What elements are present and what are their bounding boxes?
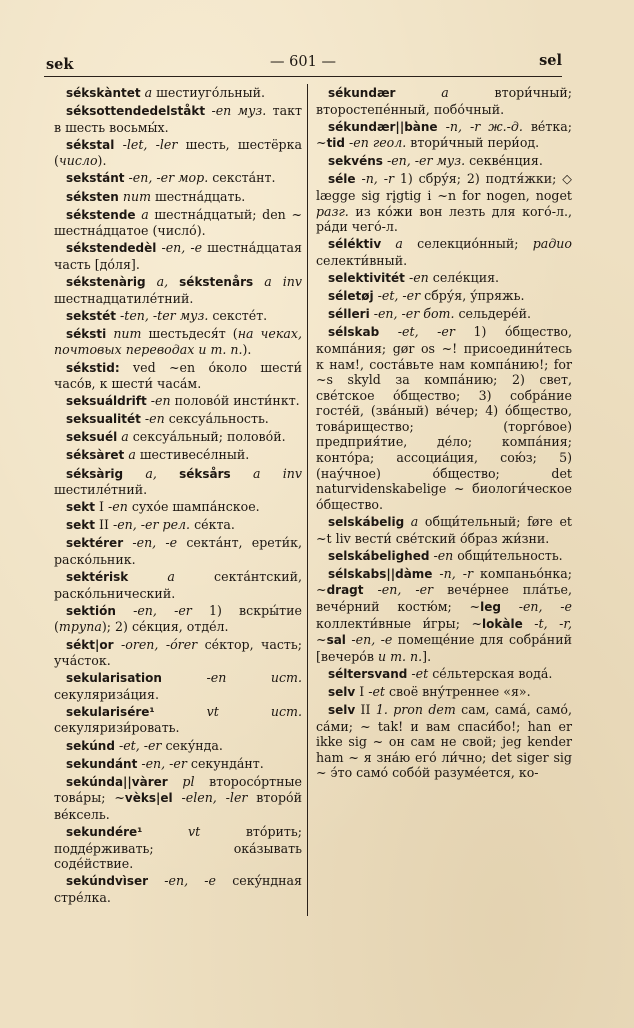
definition-text xyxy=(142,824,188,839)
definition-text: вто́рить; подде́рживать; ока́зывать соде́йствие. xyxy=(54,824,302,872)
definition-text xyxy=(404,514,411,529)
definition-text xyxy=(114,637,121,652)
left-guide-word: sek xyxy=(46,56,74,73)
definition-text xyxy=(381,236,395,251)
grammar-note: -en xyxy=(433,547,454,563)
definition-text: секу́нда. xyxy=(161,737,223,753)
headword: sekstánt xyxy=(66,171,125,186)
headword: séksottendedelståkt xyxy=(66,104,206,119)
definition-text: ); 2) се́кция, отде́л. xyxy=(101,619,229,635)
headword: séksàret xyxy=(66,448,125,463)
dictionary-entry xyxy=(54,738,302,755)
definition-text: 1) сбру́я; 2) подтя́жки; ◇ lægge sig ri̥gtig i ~n for nogen, noget xyxy=(316,171,572,204)
definition-text: селекцио́нный; xyxy=(402,236,533,252)
grammar-note: -elen, -ler xyxy=(181,790,248,806)
grammar-note: число xyxy=(58,153,98,169)
definition-text xyxy=(157,466,179,481)
grammar-note: 1. pron dem xyxy=(375,701,456,717)
headword: sektérer xyxy=(66,536,124,551)
definition-text: общи́тельный; føre et ~t liv вести́ све́тский о́браз жи́зни. xyxy=(316,513,572,546)
definition-text: сексуа́льность. xyxy=(164,411,269,427)
dictionary-entry xyxy=(54,274,302,306)
dictionary-entry xyxy=(316,236,572,268)
headword: séletøj xyxy=(328,289,374,304)
definition-text: коллекти́вные и́гры; ~ xyxy=(316,615,483,631)
grammar-note: -n, -r xyxy=(439,565,474,581)
grammar-note: -en xyxy=(107,499,128,515)
dictionary-entry xyxy=(316,270,572,287)
dictionary-entry xyxy=(54,103,302,135)
dictionary-entry xyxy=(54,326,302,358)
definition-text: 1) вскры́тие ( xyxy=(54,602,302,635)
grammar-note: -oren, -órer xyxy=(120,636,198,652)
definition-text: II xyxy=(355,701,376,717)
definition-text: селе́кция. xyxy=(428,270,500,286)
definition-text: помеще́ние для собра́ний [вечеро́в xyxy=(316,632,572,664)
dictionary-entry xyxy=(316,666,572,683)
definition-text xyxy=(123,466,145,481)
dictionary-entry xyxy=(316,119,572,152)
grammar-note: -en, -e xyxy=(164,873,217,889)
definition-text: секу́ндная стре́лка. xyxy=(54,873,302,905)
right-guide-word: sel xyxy=(539,52,562,69)
definition-text: селекти́вный. xyxy=(316,252,408,268)
definition-text: полово́й инсти́нкт. xyxy=(170,393,300,409)
definition-text: шестна́дцатый; den ~ шестна́дцатое (число́). xyxy=(54,206,302,239)
definition-text: второсо́ртные това́ры; ~ xyxy=(54,773,302,806)
grammar-note: a xyxy=(395,236,403,252)
definition-text xyxy=(114,137,122,152)
headword: sekt xyxy=(66,500,95,515)
definition-text xyxy=(123,535,132,550)
definition-text: сам, сама́, само́, са́ми; ~ tak! и вам спаси́бо!; han er ikke sig ~ он сам не свой; jeg kender ham ~ я зна́ю его́ ли́чно; det siger sig ~ э́то само́ собо́й разуме́ется, ко- xyxy=(316,701,572,781)
grammar-note: -en муз. xyxy=(211,103,267,119)
definition-text xyxy=(501,599,519,614)
dictionary-entry xyxy=(316,702,572,781)
grammar-note: -en, -e xyxy=(132,535,178,551)
definition-text: се́льтерская вода́. xyxy=(428,665,553,681)
dictionary-entry xyxy=(54,774,302,823)
grammar-note: -n, -r ж.-д. xyxy=(445,118,523,134)
headword: séltersvand xyxy=(328,666,408,681)
column-divider xyxy=(307,84,308,916)
headword: sékstenàrig xyxy=(66,275,146,290)
dictionary-entry xyxy=(316,153,572,170)
dictionary-entry xyxy=(54,466,302,498)
dictionary-entry xyxy=(54,189,302,206)
definition-text xyxy=(162,670,207,685)
grammar-note: -et, -er xyxy=(118,737,162,753)
definition-text: 1) о́бщество, компа́ния; gør os ~! присоедини́тесь к нам!, соста́вьте нам компа́нию!; for ~s skyld за компа́нию; 2) свет, све́тское о́бщество; 3) собра́ние госте́й, (зва́ный) ве́чер; 4) о́бщество, това́рищество; (торго́вое) предприя́тие, де́ло; компа́ния; конто́ра; ассоциа́ция, сою́з; 5) (нау́чное) о́бщество; det naturvidenskabelige ~ биологи́ческое о́бщество. xyxy=(316,324,572,512)
definition-text: шестиле́тний. xyxy=(54,482,148,498)
headword: sékstal xyxy=(66,137,115,152)
definition-text: ~ xyxy=(316,632,327,648)
headword: sekundére¹ xyxy=(66,825,143,840)
dictionary-entry xyxy=(316,85,572,117)
definition-text: секста́нт. xyxy=(208,170,276,186)
headword: seksuáldrift xyxy=(66,394,147,409)
grammar-note: -en геол. xyxy=(349,135,407,151)
dictionary-entry xyxy=(54,207,302,239)
definition-text xyxy=(173,790,182,805)
dictionary-entry xyxy=(54,360,302,392)
headword: sékstenårs xyxy=(179,275,254,290)
grammar-note: -en, -er мор. xyxy=(128,170,209,186)
headword: seksualitét xyxy=(66,412,141,427)
headword: selv xyxy=(328,702,356,717)
headword: sékt|or xyxy=(66,637,114,652)
definition-text: шестна́дцатая часть [до́ля]. xyxy=(54,240,302,272)
dictionary-entry xyxy=(54,517,302,534)
grammar-note: -en xyxy=(144,411,165,427)
definition-text: ). xyxy=(242,342,252,358)
grammar-note: vt ист. xyxy=(206,703,302,719)
definition-text: шестивесе́лный. xyxy=(135,447,250,463)
dictionary-entry xyxy=(316,171,572,234)
grammar-note: радио xyxy=(532,236,572,252)
definition-text: общи́тельность. xyxy=(453,547,563,563)
definition-text: секта́нт, ерети́к, раско́льник. xyxy=(54,535,302,568)
definition-text: ved ~en о́коло шести́ часо́в, к шести́ часа́м. xyxy=(54,359,302,392)
grammar-note: -et, -er xyxy=(377,288,421,304)
dictionary-entry xyxy=(54,569,302,601)
grammar-note: -let, -ler xyxy=(122,136,178,152)
grammar-note: a inv xyxy=(252,465,302,481)
grammar-note: a xyxy=(121,429,129,445)
headword: séléktiv xyxy=(328,237,382,252)
definition-text xyxy=(364,582,378,597)
definition-text xyxy=(148,873,164,888)
headword: selskábelighed xyxy=(328,548,430,563)
dictionary-entry xyxy=(54,637,302,669)
headword: sekvéns xyxy=(328,154,383,169)
grammar-note: на чеках, почтовых переводах и т. п. xyxy=(54,325,302,358)
grammar-note: -et xyxy=(411,665,429,681)
dictionary-entry xyxy=(54,447,302,464)
grammar-note: -ten, -ter муз. xyxy=(120,307,209,323)
headword: vèks|el xyxy=(124,791,173,806)
definition-text: вече́рнее пла́тье, вече́рний костю́м; ~ xyxy=(316,582,572,614)
dictionary-entry xyxy=(54,824,302,872)
definition-text: ве́тка; ~ xyxy=(316,118,572,151)
definition-text xyxy=(146,274,157,289)
headword: sékstende xyxy=(66,207,136,222)
definition-text: шестнадцатиле́тний. xyxy=(54,290,194,306)
grammar-note: -en, -e xyxy=(518,598,572,614)
headword: sekstét xyxy=(66,308,117,323)
grammar-note: a xyxy=(128,447,136,463)
headword: selektivitét xyxy=(328,271,405,286)
definition-text: сухо́е шампа́нское. xyxy=(127,499,260,515)
definition-text: секве́нция. xyxy=(465,153,543,169)
headword: séksti xyxy=(66,326,107,341)
grammar-note: -en, -e xyxy=(161,240,203,256)
definition-text xyxy=(253,274,264,289)
dictionary-entry xyxy=(54,603,302,635)
grammar-note: a, xyxy=(156,274,169,290)
definition-text xyxy=(116,603,133,618)
headword: sékundær xyxy=(328,86,396,100)
definition-text: второ́й ве́ксель. xyxy=(54,790,302,822)
dictionary-entry xyxy=(316,684,572,701)
headword: sékundær||bàne xyxy=(328,119,438,134)
grammar-note: трупа xyxy=(58,619,102,635)
headword: selv xyxy=(328,684,356,699)
right-column xyxy=(316,85,572,782)
headword: sekt xyxy=(66,518,95,533)
dictionary-entry xyxy=(54,535,302,567)
dictionary-entry xyxy=(54,873,302,905)
definition-text: сексуа́льный; полово́й. xyxy=(128,429,286,445)
grammar-note: a xyxy=(141,206,149,222)
grammar-note: a, xyxy=(145,465,157,481)
page-number: — 601 — xyxy=(270,54,336,70)
grammar-note: a xyxy=(167,569,175,585)
grammar-note: -en xyxy=(408,270,429,286)
definition-text: такт в шесть восьмы́х. xyxy=(54,103,302,135)
grammar-note: a xyxy=(144,85,153,100)
dictionary-entry xyxy=(54,499,302,516)
headword: sekúnd xyxy=(66,738,115,753)
headword: seksuél xyxy=(66,430,118,445)
grammar-note: -en, -er бот. xyxy=(373,306,455,322)
dictionary-entry xyxy=(316,324,572,512)
definition-text xyxy=(155,704,207,719)
definition-text: ). xyxy=(97,153,107,169)
headword: tid xyxy=(326,136,346,151)
definition-text xyxy=(379,324,398,339)
headword: sékstendedèl xyxy=(66,241,157,256)
dictionary-entry xyxy=(54,137,302,169)
left-column xyxy=(54,85,302,907)
headword: sélleri xyxy=(328,307,370,322)
definition-text: сельдере́й. xyxy=(454,306,531,322)
definition-text: сбру́я, у́пряжь. xyxy=(420,288,525,304)
grammar-note: -en, -er xyxy=(133,602,192,618)
definition-text: своё вну́треннее «я». xyxy=(384,683,531,699)
definition-text: I xyxy=(95,499,108,515)
definition-text xyxy=(523,616,535,631)
dictionary-entry xyxy=(54,308,302,325)
headword: sekúnda||vàrer xyxy=(66,774,168,789)
grammar-note: -t, -r, xyxy=(534,615,572,631)
definition-text: ]. xyxy=(422,648,432,664)
grammar-note: -en, -er рел. xyxy=(112,517,191,533)
dictionary-entry xyxy=(316,548,572,565)
headword: dragt xyxy=(326,583,364,598)
headword: selskábelig xyxy=(328,514,405,529)
headword: leg xyxy=(480,599,501,614)
definition-text: секунда́нт. xyxy=(186,755,264,771)
definition-text: шестьдеся́т ( xyxy=(141,325,238,341)
definition-text: секта́нтский, раско́льнический. xyxy=(54,569,302,601)
grammar-note: -en, -er xyxy=(377,582,434,598)
grammar-note: vt xyxy=(188,824,201,840)
grammar-note: -n, -r xyxy=(361,171,394,187)
definition-text: I xyxy=(355,683,369,699)
headword: sékskàntet xyxy=(66,86,141,100)
grammar-note: -en, -e xyxy=(351,632,393,648)
grammar-note: разг. xyxy=(316,203,349,219)
headword: sékstid: xyxy=(66,360,120,375)
definition-text: компаньо́нка; ~ xyxy=(316,565,572,598)
headword: sekundánt xyxy=(66,756,138,771)
headword: sélskabs||dàme xyxy=(328,566,433,581)
definition-text xyxy=(168,774,183,789)
dictionary-entry xyxy=(316,566,572,665)
grammar-note: a inv xyxy=(264,274,302,290)
headword: sekúndvìser xyxy=(66,874,149,889)
headword: sektión xyxy=(66,603,116,618)
headword: séle xyxy=(328,172,356,187)
definition-text xyxy=(128,569,167,584)
dictionary-entry xyxy=(54,429,302,446)
definition-text: втори́чный; второстепе́нный, побо́чный. xyxy=(316,85,572,117)
definition-text: се́кта. xyxy=(190,517,235,533)
definition-text xyxy=(438,119,446,134)
grammar-note: -et, -er xyxy=(397,324,455,340)
definition-text xyxy=(395,85,441,100)
dictionary-entry xyxy=(54,170,302,187)
definition-text: сексте́т. xyxy=(208,307,268,323)
grammar-note: -en, -er муз. xyxy=(386,153,466,169)
definition-text xyxy=(168,274,179,289)
definition-text: II xyxy=(95,517,113,533)
dictionary-entry xyxy=(54,670,302,702)
headword: séksten xyxy=(66,189,119,204)
definition-text: шесть, шестёрка ( xyxy=(54,136,302,169)
dictionary-entry xyxy=(316,514,572,546)
grammar-note: -et xyxy=(368,683,385,699)
grammar-note: num xyxy=(113,325,142,341)
headword: séksårs xyxy=(179,466,231,481)
headword: sélskab xyxy=(328,325,380,340)
definition-text: шестиуго́льный. xyxy=(152,85,266,100)
headword: sektérisk xyxy=(66,570,129,585)
dictionary-entry xyxy=(54,704,302,736)
dictionary-entry xyxy=(54,240,302,272)
definition-text: се́ктор, часть; уча́сток. xyxy=(54,636,302,669)
definition-text: из ко́жи вон лезть для кого́-л., ра́ди чего́-л. xyxy=(316,203,572,235)
headword: sal xyxy=(326,633,346,648)
grammar-note: -en, -er xyxy=(141,755,187,771)
grammar-note: и т. п. xyxy=(377,648,423,664)
dictionary-entry xyxy=(54,411,302,428)
grammar-note: a xyxy=(410,513,419,529)
definition-text: шестна́дцать. xyxy=(151,188,246,204)
headword: séksàrig xyxy=(66,466,124,481)
headword: lokàle xyxy=(482,616,523,631)
page-header xyxy=(44,52,562,77)
definition-text xyxy=(231,466,253,481)
grammar-note: -en ист. xyxy=(206,670,302,686)
dictionary-entry xyxy=(54,85,302,102)
grammar-note: -en xyxy=(150,393,171,409)
dictionary-entry xyxy=(316,288,572,305)
grammar-note: pl xyxy=(182,773,195,789)
dictionary-entry xyxy=(54,756,302,773)
definition-text: втори́чный пери́од. xyxy=(406,135,540,151)
definition-text: секуляризи́ровать. xyxy=(54,720,180,736)
grammar-note: a xyxy=(441,85,449,100)
definition-text: секуляриза́ция. xyxy=(54,686,160,702)
headword: sekularisation xyxy=(66,671,162,686)
dictionary-entry xyxy=(54,393,302,410)
grammar-note: num xyxy=(122,188,152,204)
dictionary-entry xyxy=(316,306,572,323)
headword: sekularisére¹ xyxy=(66,704,155,719)
